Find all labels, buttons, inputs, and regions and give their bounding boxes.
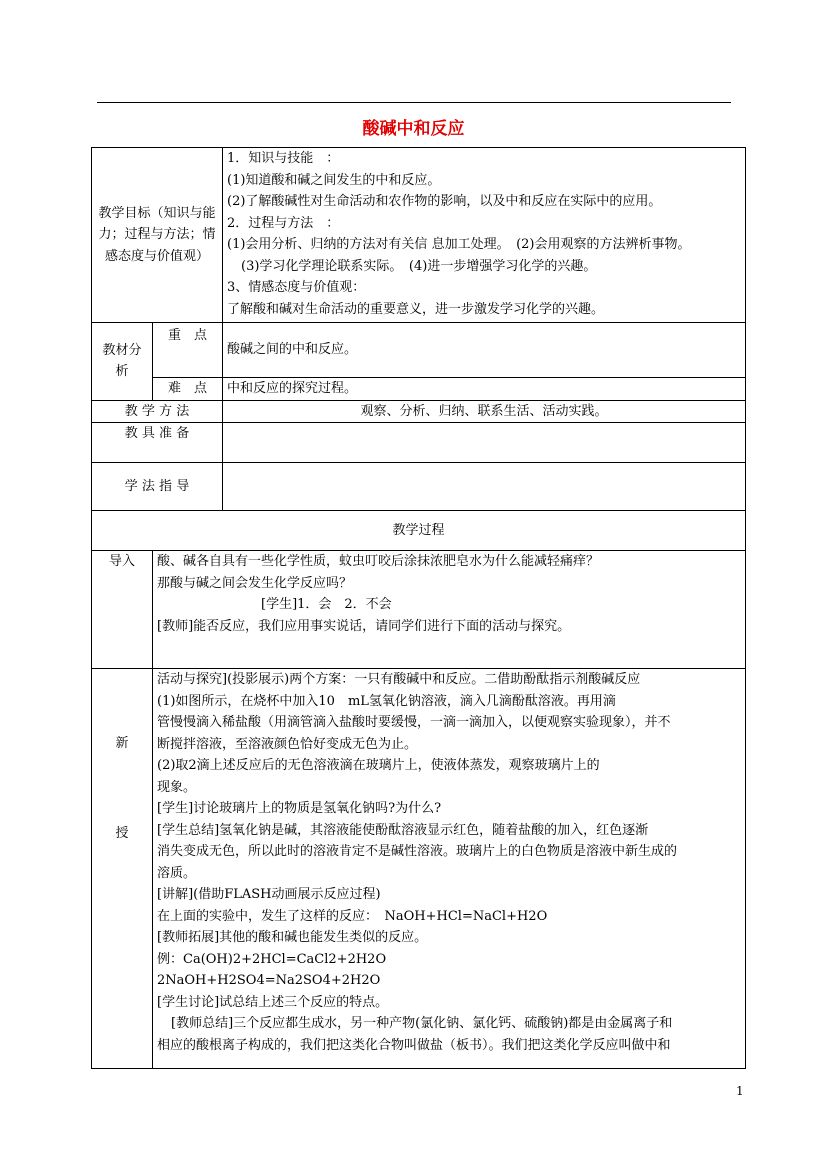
lesson-line: [讲解](借助FLASH动画展示反应过程)	[157, 887, 381, 902]
guide-label: 学 法 指 导	[92, 463, 223, 511]
lesson-line: [教师总结]三个反应都生成水，另一种产物(氯化钠、氯化钙、硫酸钠)都是由金属离子和	[171, 1016, 673, 1031]
key-point-text	[223, 323, 746, 378]
intro-line: 酸、碱各自具有一些化学性质，蚊虫叮咬后涂抹浓肥皂水为什么能减轻痛痒？	[157, 554, 600, 569]
process-header: 教学过程	[92, 511, 746, 551]
lesson-line: [学生讨论]试总结上述三个反应的特点。	[157, 994, 389, 1010]
objective-line: 3、情感态度与价值观：	[227, 280, 366, 295]
objective-line: 2．过程与方法 ：	[227, 215, 340, 231]
intro-line: [教师]能否反应，我们应用事实说话，请同学们进行下面的活动与探究。	[157, 618, 571, 634]
difficulty-row	[92, 378, 746, 401]
lesson-line: [学生总结]氢氧化钠是碱，其溶液能使酚酞溶液显示红色，随着盐酸的加入，红色逐渐	[157, 822, 649, 838]
lesson-line: 断搅拌溶液，至溶液颜色恰好变成无色为止。	[157, 736, 418, 752]
lesson-line: 管慢慢滴入稀盐酸（用滴管滴入盐酸时要缓慢，一滴一滴加入，以便观察实验现象），并不	[157, 715, 671, 730]
new-label-char: 新	[115, 736, 129, 751]
objective-line: (1)知道酸和碱之间发生的中和反应。	[227, 172, 441, 188]
lesson-line: 相应的酸根离子构成的，我们把这类化合物叫做盐（板书）。我们把这类化学反应叫做中和	[157, 1037, 671, 1053]
objective-line: 了解酸和碱对生命活动的重要意义，进一步激发学习化学的兴趣。	[227, 301, 605, 317]
analysis-label	[92, 323, 153, 401]
method-label: 教 学 方 法	[92, 400, 223, 423]
lesson-line: [学生]讨论玻璃片上的物质是氢氧化钠吗?为什么?	[157, 801, 442, 816]
lesson-line: 2NaOH+H2SO4=Na2SO4+2H2O	[157, 973, 381, 988]
difficulty-label: 难 点	[153, 378, 223, 401]
difficulty-text: 中和反应的探究过程。	[223, 378, 746, 401]
intro-line: 那酸与碱之间会发生化学反应吗？	[157, 575, 353, 591]
intro-line: [学生]1．会 2．不会	[261, 597, 392, 612]
lesson-line: 溶质。	[157, 865, 197, 881]
new-lesson-content	[153, 669, 746, 1069]
objective-line: (2)了解酸碱性对生命活动和农作物的影响，以及中和反应在实际中的应用。	[227, 194, 662, 209]
objectives-label-text: 教学目标（知识与能力；过程与方法；情感态度与价值观）	[98, 205, 216, 264]
lesson-line: 现象。	[157, 779, 197, 795]
guide-row	[92, 463, 746, 511]
new-lesson-label	[92, 669, 153, 1069]
lesson-plan-table	[91, 147, 746, 1069]
intro-label: 导入	[92, 551, 153, 669]
lesson-line: 例：Ca(OH)2+2HCl=CaCl2+2H2O	[157, 951, 387, 967]
method-row	[92, 400, 746, 423]
tools-text	[223, 423, 746, 463]
intro-row	[92, 551, 746, 669]
lesson-line: (1)如图所示，在烧杯中加入10 mL氢氧化钠溶液，滴入几滴酚酞溶液。再用滴	[157, 693, 616, 709]
objective-line: (1)会用分析、归纳的方法对有关信 息加工处理。 (2)会用观察的方法辨析事物。	[227, 237, 691, 252]
objective-line: 1．知识与技能 ：	[227, 151, 340, 166]
tools-row	[92, 423, 746, 463]
analysis-label-text: 教材分析	[102, 342, 142, 380]
lesson-line: 活动与探究](投影展示)两个方案：一只有酸碱中和反应。二借助酚酞指示剂酸碱反应	[157, 672, 641, 687]
intro-content	[153, 551, 746, 669]
process-header-row	[92, 511, 746, 551]
guide-text	[223, 463, 746, 511]
lesson-line: [教师拓展]其他的酸和碱也能发生类似的反应。	[157, 930, 428, 945]
new-lesson-row	[92, 669, 746, 1069]
tools-label: 教 具 准 备	[92, 423, 223, 463]
key-point-row	[92, 323, 746, 378]
lesson-line: 消失变成无色，所以此时的溶液肯定不是碱性溶液。玻璃片上的白色物质是溶液中新生成的	[157, 844, 678, 859]
objectives-row	[92, 148, 746, 323]
header-rule	[97, 102, 731, 103]
lesson-line: 在上面的实验中，发生了这样的反应： NaOH+HCl=NaCl+H2O	[157, 908, 548, 924]
page-title: 酸碱中和反应	[362, 119, 465, 139]
method-text: 观察、分析、归纳、联系生活、活动实践。	[223, 400, 746, 423]
objective-line: (3)学习化学理论联系实际。 (4)进一步增强学习化学的兴趣。	[241, 258, 597, 274]
new-label-char: 授	[115, 825, 129, 841]
page-number: 1	[736, 1084, 744, 1098]
objectives-content	[223, 148, 746, 323]
lesson-line: (2)取2滴上述反应后的无色溶液滴在玻璃片上，使液体蒸发，观察玻璃片上的	[157, 758, 600, 773]
key-point-label: 重 点	[153, 323, 223, 378]
objectives-label	[92, 148, 223, 323]
key-point-value: 酸碱之间的中和反应。	[227, 342, 358, 358]
